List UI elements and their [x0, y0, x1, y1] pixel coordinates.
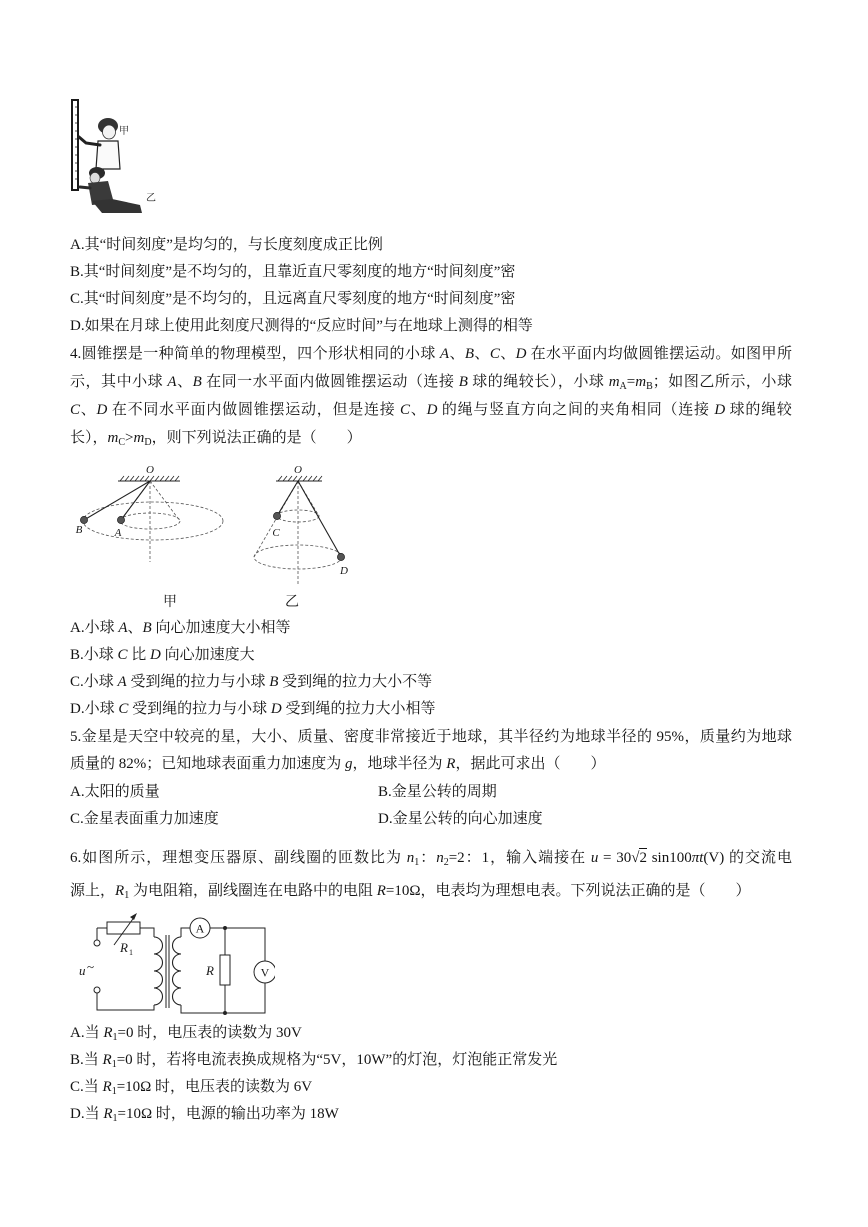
- text-run: 6.如图所示，理想变压器原、副线圈的匝数比为: [70, 850, 407, 866]
- text-run: ，则下列说法正确的是（ ）: [151, 430, 362, 446]
- q4-stem-line-2: [70, 372, 792, 392]
- source-ac-symbol: ~: [87, 959, 95, 974]
- italic-variable: B: [142, 620, 152, 636]
- text-run: 的交流电: [724, 850, 792, 866]
- text-run: C.金星表面重力加速度: [70, 811, 219, 827]
- q5-option-c: [70, 809, 219, 829]
- text-run: sin100: [646, 850, 692, 866]
- text-run: √: [631, 850, 640, 866]
- italic-variable: m: [635, 374, 647, 390]
- text-run: 受到绳的拉力与小球: [126, 674, 270, 690]
- text-run: A.其“时间刻度”是均匀的，与长度刻度成正比例: [70, 237, 383, 253]
- italic-variable: B: [458, 374, 468, 390]
- text-run: (V): [703, 850, 725, 866]
- ammeter-label: A: [195, 921, 205, 936]
- text-run: 质量的 82%；已知地球表面重力加速度为: [70, 756, 345, 772]
- text-run: =10Ω 时，电源的输出功率为 18W: [117, 1106, 339, 1122]
- text-run: =0 时，电压表的读数为 30V: [117, 1025, 302, 1041]
- figure-caption-yi: 乙: [285, 595, 299, 610]
- italic-variable: m: [107, 430, 119, 446]
- transformer-circuit-figure: [70, 908, 275, 1020]
- ball-b-label: B: [75, 524, 83, 536]
- text-run: ；如图乙所示，小球: [652, 374, 792, 390]
- person-yi-face: [90, 173, 100, 184]
- subscript: B: [646, 381, 653, 392]
- text-run: 示，其中小球: [70, 374, 168, 390]
- text-run: 5.金星是天空中较亮的星，大小、质量、密度非常接近于地球，其半径约为地球半径的 95%，质量约为地球: [70, 729, 792, 745]
- text-run: ，地球半径为: [352, 756, 447, 772]
- italic-variable: πt: [691, 850, 704, 866]
- q6-option-a: [70, 1023, 302, 1043]
- q5-option-b: [378, 782, 497, 802]
- subscript: 2: [443, 857, 449, 868]
- resistor-r: [220, 955, 230, 985]
- text-run: 、: [499, 346, 516, 362]
- q3-option-a: [70, 235, 383, 255]
- q3-option-d: [70, 316, 533, 336]
- q5-option-a: [70, 782, 160, 802]
- pivot-o-left-label: O: [146, 464, 154, 476]
- subscript: 1: [111, 1059, 117, 1070]
- text-run: B.金星公转的周期: [378, 784, 497, 800]
- rope-d: [298, 481, 341, 557]
- subscript: D: [144, 437, 152, 448]
- figure-label-yi: 乙: [146, 193, 156, 204]
- italic-variable: C: [70, 402, 81, 418]
- italic-variable: A: [118, 620, 128, 636]
- text-run: B.其“时间刻度”是不均匀的，且靠近直尺零刻度的地方“时间刻度”密: [70, 264, 516, 280]
- italic-variable: D: [714, 402, 726, 418]
- text-run: A.太阳的质量: [70, 784, 160, 800]
- text-run: B.当: [70, 1052, 103, 1068]
- text-run: C.其“时间刻度”是不均匀的，且远离直尺零刻度的地方“时间刻度”密: [70, 291, 516, 307]
- text-run: ：: [419, 850, 437, 866]
- q6-option-b: [70, 1050, 557, 1070]
- person-yi-legs: [92, 199, 142, 213]
- ball-a: [117, 516, 124, 523]
- italic-variable: D: [426, 402, 438, 418]
- source-label: u: [79, 963, 86, 978]
- italic-variable: C: [118, 701, 129, 717]
- italic-variable: m: [608, 374, 620, 390]
- italic-variable: B: [269, 674, 279, 690]
- q4-option-a: [70, 618, 290, 638]
- reaction-time-figure: [62, 95, 167, 220]
- text-run: 向心加速度大: [160, 647, 255, 663]
- person-yi-arm: [80, 187, 90, 188]
- text-run: 、: [176, 374, 193, 390]
- ball-d: [337, 553, 344, 560]
- text-run: =2：1，输入端接在: [448, 850, 591, 866]
- text-run: =10Ω 时，电压表的读数为 6V: [116, 1079, 313, 1095]
- italic-variable: n: [436, 850, 444, 866]
- q4-stem-line-4: [70, 428, 362, 448]
- text-run: =: [626, 374, 636, 390]
- primary-wire-bottom: [97, 993, 154, 1010]
- q5-stem-line-1: [70, 727, 792, 747]
- text-run: ，据此可求出（ ）: [455, 756, 606, 772]
- text-run: 比: [127, 647, 151, 663]
- italic-variable: R: [376, 883, 386, 899]
- junction-top: [223, 926, 227, 930]
- ball-d-label: D: [340, 565, 348, 577]
- ceiling-right-hatch: [278, 476, 322, 481]
- ruler-body: [72, 100, 78, 190]
- iron-core: [166, 935, 169, 1008]
- rheostat-label: R: [120, 940, 128, 955]
- text-run: =10Ω，电表均为理想电表。下列说法正确的是（ ）: [385, 883, 751, 899]
- q4-stem-line-1: [70, 344, 792, 364]
- q4-option-d: [70, 699, 435, 719]
- text-run: 受到绳的拉力与小球: [128, 701, 271, 717]
- italic-variable: A: [439, 346, 450, 362]
- rheostat-arrowhead: [130, 913, 137, 920]
- italic-variable: R: [446, 756, 456, 772]
- italic-variable: R: [103, 1106, 113, 1122]
- italic-variable: u: [590, 850, 599, 866]
- italic-variable: R: [103, 1025, 113, 1041]
- q5-stem-line-2: [70, 754, 605, 774]
- text-run: 受到绳的拉力大小相等: [281, 701, 436, 717]
- q4-option-b: [70, 645, 255, 665]
- primary-coil: [154, 937, 163, 1005]
- italic-variable: B: [192, 374, 202, 390]
- rope-b: [84, 481, 150, 520]
- italic-variable: C: [400, 402, 411, 418]
- voltmeter-label: V: [260, 965, 270, 980]
- overlined-digit: 2: [639, 850, 647, 866]
- text-run: C.小球: [70, 674, 118, 690]
- text-run: 长），: [70, 430, 108, 446]
- junction-bottom: [223, 1011, 227, 1015]
- q3-option-b: [70, 262, 515, 282]
- text-run: 4.圆锥摆是一种简单的物理模型，四个形状相同的小球: [70, 346, 440, 362]
- text-run: 源上，: [70, 883, 116, 899]
- italic-variable: A: [167, 374, 177, 390]
- italic-variable: m: [133, 430, 145, 446]
- text-run: 、: [474, 346, 490, 362]
- ball-c: [273, 512, 280, 519]
- ceiling-left-hatch: [120, 476, 179, 481]
- italic-variable: R: [102, 1052, 112, 1068]
- subscript: 1: [112, 1032, 118, 1043]
- text-run: 受到绳的拉力大小不等: [278, 674, 433, 690]
- input-terminal-bottom: [94, 987, 100, 993]
- q6-option-d: [70, 1104, 339, 1124]
- text-run: B.小球: [70, 647, 118, 663]
- text-run: 、: [410, 402, 427, 418]
- q4-stem-line-3: [70, 400, 792, 420]
- text-run: 球的绳较长），小球: [467, 374, 609, 390]
- text-run: =0 时，若将电流表换成规格为“5V，10W”的灯泡，灯泡能正常发光: [116, 1052, 558, 1068]
- resistor-label: R: [206, 963, 214, 978]
- italic-variable: D: [515, 346, 527, 362]
- italic-variable: D: [150, 647, 161, 663]
- secondary-wire-bottom: [181, 983, 265, 1013]
- italic-variable: g: [345, 756, 353, 772]
- text-run: 向心加速度大小相等: [151, 620, 291, 636]
- secondary-coil: [173, 937, 182, 1005]
- pivot-o-right-label: O: [294, 464, 302, 476]
- italic-variable: C: [117, 647, 128, 663]
- text-run: = 30: [598, 850, 632, 866]
- text-run: D.小球: [70, 701, 119, 717]
- italic-variable: C: [489, 346, 500, 362]
- text-run: D.如果在月球上使用此刻度尺测得的“反应时间”与在地球上测得的相等: [70, 318, 533, 334]
- ball-b: [80, 516, 87, 523]
- italic-variable: R: [115, 883, 125, 899]
- subscript: 1: [112, 1113, 118, 1124]
- italic-variable: B: [464, 346, 475, 362]
- text-run: 在同一水平面内做圆锥摆运动（连接: [201, 374, 459, 390]
- text-run: 、: [80, 402, 97, 418]
- figure-label-jia: 甲: [119, 126, 129, 137]
- text-run: 球的绳较: [725, 402, 792, 418]
- q6-stem-line-1: [70, 848, 792, 868]
- text-run: 、: [127, 620, 143, 636]
- subscript: 1: [111, 1086, 117, 1097]
- person-jia-arm: [79, 137, 100, 145]
- q6-stem-line-2: [70, 881, 750, 901]
- ball-c-label: C: [272, 527, 280, 539]
- text-run: A.当: [70, 1025, 104, 1041]
- ball-a-label: A: [114, 527, 122, 539]
- italic-variable: A: [117, 674, 127, 690]
- text-run: D.金星公转的向心加速度: [378, 811, 543, 827]
- italic-variable: D: [270, 701, 282, 717]
- italic-variable: R: [102, 1079, 112, 1095]
- q6-option-c: [70, 1077, 312, 1097]
- rheostat-label-subscript: 1: [129, 948, 133, 957]
- subscript: A: [619, 381, 627, 392]
- q4-option-c: [70, 672, 432, 692]
- text-run: 为电阻箱，副线圈连在电路中的电阻: [129, 883, 377, 899]
- person-jia-face: [103, 125, 116, 139]
- italic-variable: n: [406, 850, 415, 866]
- text-run: D.当: [70, 1106, 104, 1122]
- q5-option-d: [378, 809, 543, 829]
- text-run: 、: [449, 346, 465, 362]
- input-terminal-top: [94, 940, 100, 946]
- text-run: C.当: [70, 1079, 103, 1095]
- text-run: A.小球: [70, 620, 119, 636]
- conical-pendulum-figure: [65, 458, 365, 614]
- text-run: 在不同水平面内做圆锥摆运动，但是连接: [107, 402, 401, 418]
- text-run: 的绳与竖直方向之间的夹角相同（连接: [437, 402, 715, 418]
- subscript: 1: [124, 890, 130, 901]
- subscript: C: [118, 437, 126, 448]
- figure-caption-jia: 甲: [163, 595, 177, 610]
- text-run: >: [125, 430, 134, 446]
- italic-variable: D: [96, 402, 108, 418]
- text-run: 在水平面内均做圆锥摆运动。如图甲所: [526, 346, 792, 362]
- q3-option-c: [70, 289, 515, 309]
- subscript: 1: [414, 857, 420, 868]
